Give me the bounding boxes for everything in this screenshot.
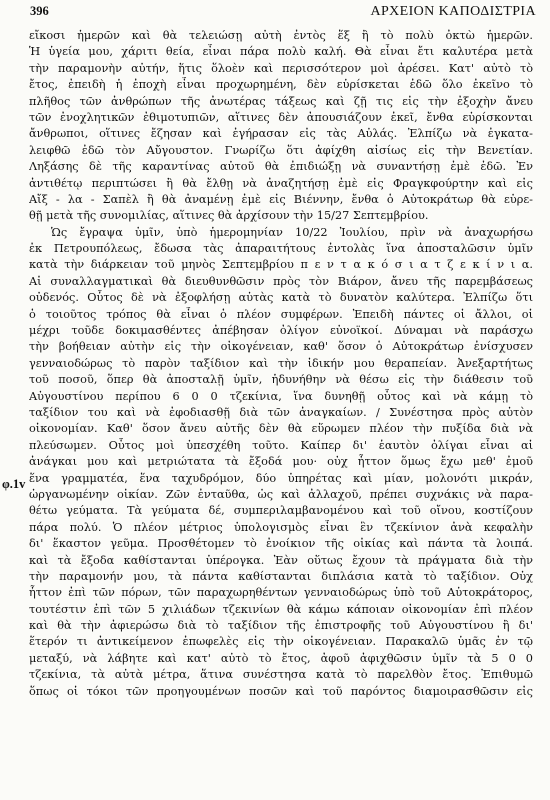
text-line: κατὰ τὴν διάρκειαν τοῦ μηνὸς Σεπτεμβρίου π ε ν τ α κ ό σ ι α τ ζ ε κ ί ν ι α. xyxy=(29,258,533,272)
text-line: ταξίδιον του καὶ νὰ ἐφοδιασθῇ διὰ τῶν ἀναγκαίων. / Συνέστησα πρὸς αὐτὸν xyxy=(29,405,533,419)
text-line: οὐδενός. Οὗτος δὲ νὰ ἐξοφλήσῃ αὐτὰς κατὰ τὸ δυνατὸν καλύτερα. Ἐλπίζω ὅτι xyxy=(29,291,533,305)
page-number: 396 xyxy=(30,4,49,18)
text-line: θέτω γεύματα. Τὰ γεύματα δέ, συμπεριλαμβανομένου καὶ τοῦ οἴνου, κοστίζουν xyxy=(29,504,533,518)
text-line: τὴν βοήθειαν αὐτὴν εἰς τὴν οἰκογένειαν, καθ' ὅσον ὁ Αὐτοκράτωρ ἐνίσχυσεν xyxy=(29,340,533,354)
page-header xyxy=(30,4,536,26)
text-line: θῇ μετὰ τῆς συνομιλίας, αἵτινες θὰ ἀρχίσουν τὴν 15/27 Σεπτεμβρίου. xyxy=(29,209,429,223)
text-line: ἐκ Πετρουπόλεως, ἔδωσα τὰς ἀπαραιτήτους ἐντολὰς ἵνα ἀποσταλῶσιν ὑμῖν xyxy=(29,242,533,256)
text-line: ἀνάγκαι μου καὶ μετριώτατα τὰ ἔξοδά μου· οὐχ ἧττον ὅμως ἔχω μεθ' ἐμοῦ xyxy=(29,455,533,469)
text-line: γενναιοδώρως τὸ παρὸν ταξίδιον καὶ τὴν ἰδικήν μου θεραπείαν. Ἀνεξαρτήτως xyxy=(29,356,533,370)
text-line: Αἱ συναλλαγματικαὶ θὰ διευθυνθῶσιν πρὸς τὸν Βιάρον, ἄνευ τῆς παρεμβάσεως xyxy=(29,274,533,288)
text-line: Ἡ ὑγεία μου, χάριτι θεία, εἶναι πάρα πολὺ καλή. Θὰ εἶναι ἔτι καλυτέρα μετὰ xyxy=(29,45,533,59)
text-line: ἕνα γραμματέα, ἕνα ταχυδρόμον, δύο ὑπηρέτας καὶ μίαν, μολονότι μικράν, xyxy=(29,471,533,485)
text-line: τῶν ἐνοχλητικῶν ἐθιμοτυπιῶν, αἵτινες δὲν ἀπουσιάζουν ἐκεῖ, ἔνθα εὑρίσκονται xyxy=(29,110,533,124)
text-line: καὶ θὰ τὴν ἀφιερώσω διὰ τὸ ταξίδιον τῆς ἐπιστροφῆς τοῦ Αὐγουστίνου ἢ δι' xyxy=(29,619,533,633)
text-line: καὶ τὰ ἔξοδα καθίστανται ὑπέρογκα. Ἐὰν οὕτως ἔχουν τὰ πράγματα διὰ τὴν xyxy=(29,553,533,567)
text-line: τζεκίνια, τὰ αὐτὰ μέτρα, ἅτινα συνέστησα κατὰ τὸ παρελθὸν ἔτος. Ἐπιθυμῶ xyxy=(29,668,533,682)
text-line: ἔτος, ἐπειδὴ ἡ ἐποχὴ εἶναι προχωρημένη, δὲν εὑρίσκεται ἐδῶ ὅλο ἐκεῖνο τὸ xyxy=(29,78,533,92)
text-line: μέχρι τοῦδε δοκιμασθέντες ἀπέβησαν ὀλίγον εὐνοϊκοί. Δύναμαι νὰ παράσχω xyxy=(29,324,533,338)
text-line: Αὐγουστίνου περίπου 6 0 0 τζεκίνια, ἵνα δυνηθῇ οὗτος καὶ νὰ κάμῃ τὸ xyxy=(29,389,533,403)
text-line: οἰκονομίαν. Καθ' ὅσον ἄνευ αὐτῆς δὲν θὰ εὕρωμεν πλέον τὴν πυξίδα διὰ νὰ xyxy=(29,422,533,436)
body-text xyxy=(29,28,533,700)
text-line: Αἴξ - λα - Σαπὲλ ἢ θὰ ἀναμένῃ ἐμὲ εἰς Βιέννην, ἔνθα ὁ Αὐτοκράτωρ θὰ εὑρε- xyxy=(29,192,533,206)
text-line: μεταξύ, νὰ λάβητε καὶ κατ' αὐτὸ τὸ ἔτος, ἀφοῦ ἀφιχθῶσιν ὑμῖν τὰ 5 0 0 xyxy=(29,651,533,665)
text-line: πάρα πολύ. Ὁ πλέον μέτριος ὑπολογισμὸς εἶναι ἓν τζεκίνιον ἀνὰ κεφαλὴν xyxy=(29,520,533,534)
text-line: τὴν παραμονήν μου, τὰ πάντα καθίστανται διπλάσια κατὰ τὸ ταξίδιον. Οὐχ xyxy=(29,569,533,583)
text-line: τοῦ ποσοῦ, ὅπερ θὰ ἀποσταλῇ ὑμῖν, ἡδυνήθην νὰ θέσω εἰς τὴν διάθεσιν τοῦ xyxy=(29,373,533,387)
text-line: ἕτερόν τι ἀντικείμενον ἐπωφελὲς εἰς τὴν οἰκογένειαν. Παρακαλῶ ὑμᾶς ἐν τῷ xyxy=(29,635,533,649)
text-line: ὁ τοιοῦτος τρόπος θὰ εἶναι ὁ πλέον συμφέρων. Ἐπειδὴ πάντες οἱ ἄλλοι, οἱ xyxy=(29,307,533,321)
text-line: τουτέστιν ἐπὶ τῶν 5 χιλιάδων τζεκινίων θὰ κάμω κάποιαν οἰκονομίαν ἐπὶ πλέον xyxy=(29,602,533,616)
text-line: Ληξάσης δὲ τῆς καραντίνας αὐτοῦ θὰ ἐπιδιώξῃ νὰ συναντήσῃ ἐμὲ ἐδῶ. Ἐν xyxy=(29,160,533,174)
text-line: ἄνθρωποι, οἵτινες ἔζησαν καὶ ἐγήρασαν εἰς τὰς Αὐλάς. Ἐλπίζω νὰ ἐγκατα- xyxy=(29,127,533,141)
folio-margin-note: φ.1v xyxy=(2,477,26,491)
text-line: εἴκοσι ἡμερῶν καὶ θὰ τελειώσῃ αὐτὴ ἐντὸς ἕξ ἢ τὸ πολὺ ὀκτὼ ἡμερῶν. xyxy=(29,29,533,42)
text-line: ἧττον ἐπὶ τῶν πόρων, τῶν παραχωρηθέντων γενναιοδώρως ὑπὸ τοῦ Αὐτοκράτορος, xyxy=(29,586,533,600)
text-line: δι' ἕκαστον γεῦμα. Προσθέτομεν τὸ ἐνοίκιον τῆς οἰκίας καὶ πάντα τὰ λοιπά. xyxy=(29,537,533,551)
text-line: πλεύσωμεν. Οὗτος μοὶ ὑπεσχέθη τοῦτο. Καίπερ δι' ἑαυτὸν ὀλίγαι εἶναι αἱ xyxy=(29,438,533,452)
text-line: λειφθῶ ἐδῶ τὸν Αὔγουστον. Γνωρίζω ὅτι ἀφίχθη αἰσίως εἰς τὴν Βενετίαν. xyxy=(29,143,533,157)
text-line: Ὡς ἔγραψα ὑμῖν, ὑπὸ ἡμερομηνίαν 10/22 Ἰουλίου, πρὶν νὰ ἀναχωρήσω xyxy=(51,225,533,239)
text-line: τὴν παραμονὴν αὐτήν, ἥτις ὅλοὲν καὶ περισσότερον μοὶ ἀρέσει. Κατ' αὐτὸ τὸ xyxy=(29,61,533,75)
running-title: ΑΡΧΕΙΟΝ ΚΑΠΟΔΙΣΤΡΙΑ xyxy=(370,4,536,19)
text-line: ὅπως οἱ τόκοι τῶν προηγουμένων ποσῶν καὶ τοῦ παρόντος διαμοιρασθῶσιν εἰς xyxy=(29,684,533,698)
text-line: ὠργανωμένην οἰκίαν. Ζῶν ἐνταῦθα, ὡς καὶ ἀλλαχοῦ, πρέπει συχνάκις νὰ παρα- xyxy=(29,487,533,501)
text-line: ἀντιθέτῳ περιπτώσει ἢ θὰ ἔλθῃ νὰ ἀναζητήσῃ ἐμὲ εἰς Φραγκφούρτην καὶ εἰς xyxy=(29,176,533,190)
text-line: πλῆθος τῶν ἀνθρώπων τῆς ἀνωτέρας τάξεως καὶ ζῇ τις εἰς τὴν ἐξοχὴν ἄνευ xyxy=(29,94,533,108)
